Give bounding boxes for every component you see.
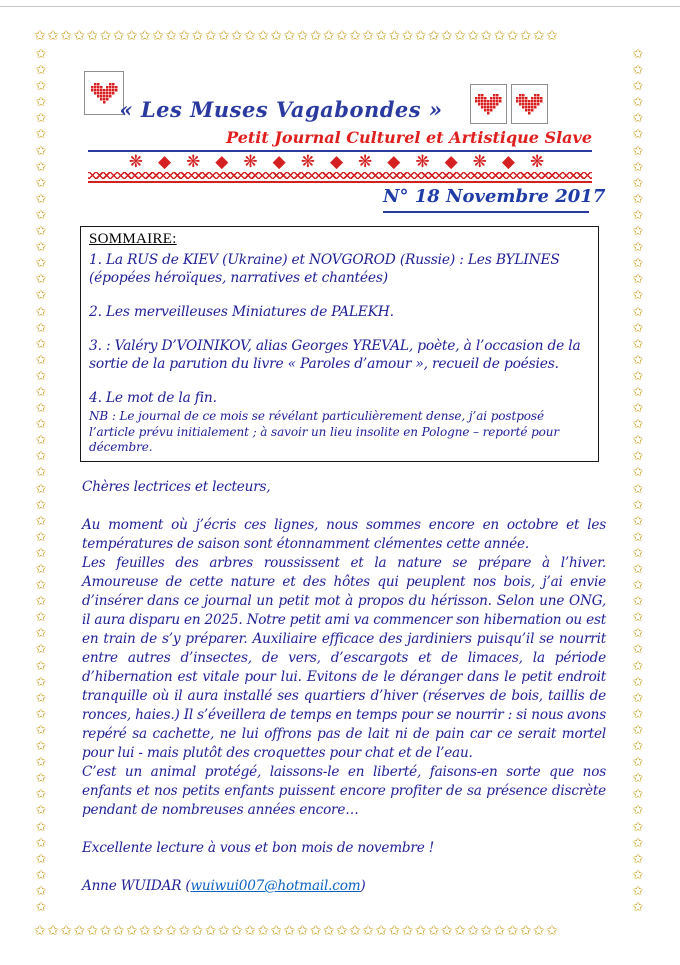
sommaire-box — [80, 226, 599, 462]
sommaire-heading: SOMMAIRE: — [89, 231, 177, 247]
signature-line — [82, 877, 606, 896]
paragraph-3: C’est un animal protégé, laissons-le en liberté, faisons-en sorte que nos enfants et nos petits enfants puissent encore profiter de sa présence discrète pendant de nombreuses années encore… — [82, 764, 606, 818]
sommaire-item-3: 3. : Valéry D’VOINIKOV, alias Georges YREVAL, poète, à l’occasion de la sortie de la parution du livre « Paroles d’amour », recueil de poésies. — [89, 338, 581, 372]
signature-suffix: ) — [360, 878, 366, 894]
sommaire-item-4: 4. Le mot de la fin. — [89, 390, 217, 406]
issue-number: N° 18 Novembre 2017 — [383, 186, 589, 213]
sommaire-item-2: 2. Les merveilleuses Miniatures de PALEKH. — [89, 304, 394, 320]
page-title: « Les Muses Vagabondes » — [119, 97, 443, 122]
star-border-bottom: ✩✩✩✩✩✩✩✩✩✩✩✩✩✩✩✩✩✩✩✩✩✩✩✩✩✩✩✩✩✩✩✩✩✩✩✩✩✩✩✩ — [34, 923, 560, 939]
paragraph-2: Les feuilles des arbres roussissent et la nature se prépare à l’hiver. Amoureuse de cette nature et des hôtes qui peuplent nos bois, j’ai envie d’insérer dans ce journal un petit mot à propos du hérisson. Selon une ONG, il aura disparu en 2025. Notre petit ami va commencer son hibernation ou est en train de s’y préparer. Auxiliaire efficace des jardiniers puisqu’il se nourrit entre autres d’insectes, de vers, d’escargots et de limaces, la période d’hibernation est vitale pour lui. Evitons de le déranger dans le petit endroit tranquille où il aura installé ses quartiers d’hiver (réserves de bois, taillis de ronces, haies.) Il s’éveillera de temps en temps pour se nourrir : si nous avons repéré sa cachette, ne lui offrons pas de lait ni de pain car ce serait mortel pour lui - mais plutôt des croquettes pour chat et de l’eau. — [82, 555, 606, 761]
sommaire-item-1: 1. La RUS de KIEV (Ukraine) et NOVGOROD (Russie) : Les BYLINES (épopées héroïques, narratives et chantées) — [89, 252, 560, 286]
heart-icon — [511, 84, 548, 124]
closing-line: Excellente lecture à vous et bon mois de novembre ! — [82, 840, 434, 856]
signature-name: Anne WUIDAR ( — [82, 878, 191, 894]
page-top-edge-line — [0, 6, 680, 7]
cross-stitch-ornament-row: ❋◆❋◆❋◆❋◆❋◆❋◆❋◆❋ — [128, 153, 560, 171]
ornament-rule — [88, 181, 592, 183]
heart-icon — [470, 84, 507, 124]
ornament-band — [88, 153, 592, 183]
salutation: Chères lectrices et lecteurs, — [82, 479, 271, 495]
star-border-top: ✩✩✩✩✩✩✩✩✩✩✩✩✩✩✩✩✩✩✩✩✩✩✩✩✩✩✩✩✩✩✩✩✩✩✩✩✩✩✩✩ — [34, 28, 560, 44]
sommaire-nb-note: NB : Le journal de ce mois se révélant particulièrement dense, j’ai postposé l’article prévu initialement ; à savoir un lieu insolite en Pologne – reporté pour décembre. — [89, 409, 560, 454]
paragraph-1: Au moment où j’écris ces lignes, nous sommes encore en octobre et les températures de saison sont étonnamment clémentes cette année. — [82, 517, 606, 552]
star-border-left: ✩✩✩✩✩✩✩✩✩✩✩✩✩✩✩✩✩✩✩✩✩✩✩✩✩✩✩✩✩✩✩✩✩✩✩✩✩✩✩✩✩✩✩✩✩✩✩✩✩✩✩✩✩✩ — [35, 47, 47, 915]
cross-stitch-zigzag — [88, 172, 592, 179]
email-link[interactable]: wuiwui007@hotmail.com — [190, 878, 361, 894]
letter-body — [82, 478, 606, 896]
page-subtitle: Petit Journal Culturel et Artistique Slave — [88, 128, 592, 152]
star-border-right: ✩✩✩✩✩✩✩✩✩✩✩✩✩✩✩✩✩✩✩✩✩✩✩✩✩✩✩✩✩✩✩✩✩✩✩✩✩✩✩✩✩✩✩✩✩✩✩✩✩✩✩✩✩✩ — [632, 47, 644, 915]
